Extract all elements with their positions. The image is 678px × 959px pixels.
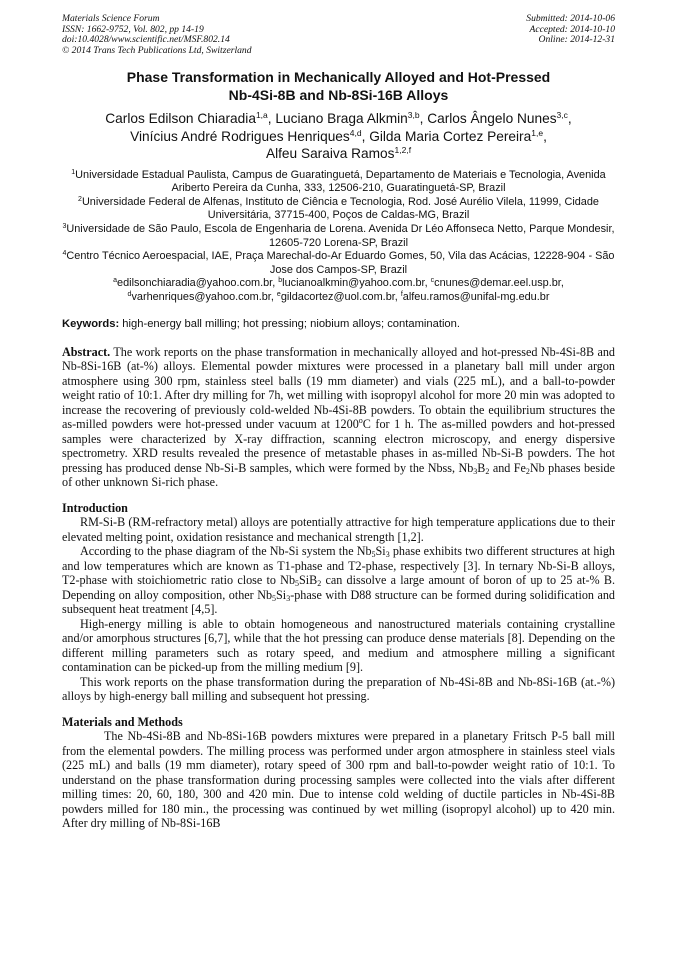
keywords [62,317,615,331]
accepted-date: Accepted: 2014-10-10 [529,23,615,35]
email: $^e$gildacortez@uol.com.br, [276,290,401,303]
abstract-label: Abstract. [62,344,111,359]
email-list [62,277,615,304]
keywords-label: Keywords: [62,317,120,330]
author: Vinícius André Rodrigues Henriques$^{4,d}$, [130,127,370,144]
email: $^d$varhenriques@yahoo.com.br, [127,290,277,303]
affiliation: $^2$Universidade Federal de Alfenas, Instituto de Ciência e Tecnologia, Rod. José Aurélio Vilela, 11999, Cidade Universitária, 37715-400, Poços de Caldas-MG, Brazil [78,195,599,222]
intro-paragraph-4: This work reports on the phase transformation during the preparation of Nb-4Si-8B and Nb-8Si-16B (at.-%) alloys by high-energy ball milling and subsequent hot pressing. [62,674,615,704]
email: $^b$lucianoalkmin@yahoo.com.br, [278,277,428,290]
affiliation-list [62,169,615,305]
abstract: Abstract. The work reports on the phase transformation in mechanically alloyed and hot-pressed Nb-4Si-8B and Nb-8Si-16B (at-%) alloys. Elemental powder mixtures were processed in a planetary ball mill under argon atmosphere using 300 rpm, stainless steel balls (19 mm diameter) and vials (225 mL), and a ball-to-powder weight ratio of 10:1. After dry milling for 7h, wet milling with isopropyl alcohol for more 20 min was adopted to increase the recovering of previously cold-welded Nb-4Si-8B powders. To obtain the equilibrium structures the as-milled powders were hot-pressed under vacuum at 1200$^o$C for 1 h. The as-milled powders and hot-pressed samples were characterized by X-ray diffraction, scanning electron microscopy, and energy dispersive spectrometry. XRD results revealed the presence of metastable phases in as-milled Nb-Si-B powders. The hot pressing has produced dense Nb-Si-B samples, which were formed by the Nbss, $Nb_3B_2$ and $Fe_2Nb$ phases beside of other unknown Si-rich phase. [62,344,615,490]
author: Luciano Braga Alkmin$^{3,b}$, [275,110,428,127]
author-list [62,110,615,162]
header-left [62,14,252,56]
email: $^a$edilsonchiaradia@yahoo.com.br, [113,277,279,290]
paper-title [62,68,615,104]
author: Carlos Edilson Chiaradia$^{1,a}$, [105,110,276,127]
paper-page [62,14,615,831]
intro-paragraph-3: High-energy milling is able to obtain homogeneous and nanostructured materials containing crystalline and/or amorphous structures [6,7], while that the hot pressing can produce dense materials [8]. Depending on the different milling parameters such as rotary speed, and medium and atmosphere milling a significant contamination can be picked-up from the milling medium [9]. [62,616,615,675]
issn-line: ISSN: 1662-9752, Vol. 802, pp 14-19 [62,23,204,35]
affiliation: $^3$Universidade de São Paulo, Escola de Engenharia de Lorena. Avenida Dr Léo Affonseca Netto, Parque Mondesir, 12605-720 Lorena-SP, Brazil [62,222,615,249]
section-heading-methods: Materials and Methods [62,714,183,729]
section-heading-introduction: Introduction [62,500,128,515]
intro-paragraph-2: According to the phase diagram of the Nb-Si system the $Nb_5Si_3$ phase exhibits two different structures at high and low temperatures which are known as T1-phase and T2-phase, respectively [3]. In ternary Nb-Si-B alloys, T2-phase with stoichiometric ratio close to $Nb_5SiB_2$ can dissolve a large amount of boron of up to 25 at-% B. Depending on alloy composition, other $Nb_5Si_3$-phase with D88 structure can be formed during solidification and subsequent heat treatment [4,5]. [62,544,616,617]
journal-name: Materials Science Forum [62,13,160,24]
journal-header [62,14,615,56]
keywords-text: high-energy ball milling; hot pressing; niobium alloys; contamination. [119,317,460,330]
copyright-line: © 2014 Trans Tech Publications Ltd, Switzerland [62,44,252,56]
author: Gilda Maria Cortez Pereira$^{1,e}$, [369,127,547,144]
header-right [526,14,615,56]
doi-line: doi:10.4028/www.scientific.net/MSF.802.14 [62,34,230,46]
affiliation: $^4$Centro Técnico Aeroespacial, IAE, Praça Marechal-do-Ar Eduardo Gomes, 50, Vila das Acácias, 12228-904 - São Jose dos Campos-SP, Brazil [62,250,615,276]
affiliation: $^1$Universidade Estadual Paulista, Campus de Guaratinguetá, Departamento de Materiais e Tecnologia, Avenida Ariberto Pereira da Cunha, 333, 12506-210, Guaratinguetá-SP, Brazil [71,168,606,195]
author: Alfeu Saraiva Ramos$^{1,2,f}$ [265,145,412,162]
author: Carlos Ângelo Nunes$^{3,c}$, [427,110,572,127]
methods-paragraph-1: The Nb-4Si-8B and Nb-8Si-16B powders mixtures were prepared in a planetary Fritsch P-5 ball mill from the elemental powders. The milling process was performed under argon atmosphere in stainless steel vials (225 mL) and balls (19 mm diameter), rotary speed of 300 rpm and ball-to-powder weight ratio of 10:1. To understand on the phase transformation during processing samples were collected into the vials after different milling times: 20, 60, 180, 300 and 420 min. Due to intense cold welding of ductile particles in Nb-4Si-8B powders milled for 180 min., the processing was continued by wet milling (isopropyl alcohol) up to 420 min. After dry milling of Nb-8Si-16B [62,729,615,831]
online-date: Online: 2014-12-31 [538,34,615,46]
intro-paragraph-1: RM-Si-B (RM-refractory metal) alloys are potentially attractive for high temperature applications due to their elevated melting point, oxidation resistance and mechanical strength [1,2]. [62,515,615,544]
email: $^f$alfeu.ramos@unifal-mg.edu.br [400,290,550,303]
title-line-2: Nb-4Si-8B and Nb-8Si-16B Alloys [228,87,449,104]
email: $^c$cnunes@demar.eel.usp.br, [430,277,564,290]
title-line-1: Phase Transformation in Mechanically Alloyed and Hot-Pressed [126,69,551,86]
submitted-date: Submitted: 2014-10-06 [526,13,615,24]
